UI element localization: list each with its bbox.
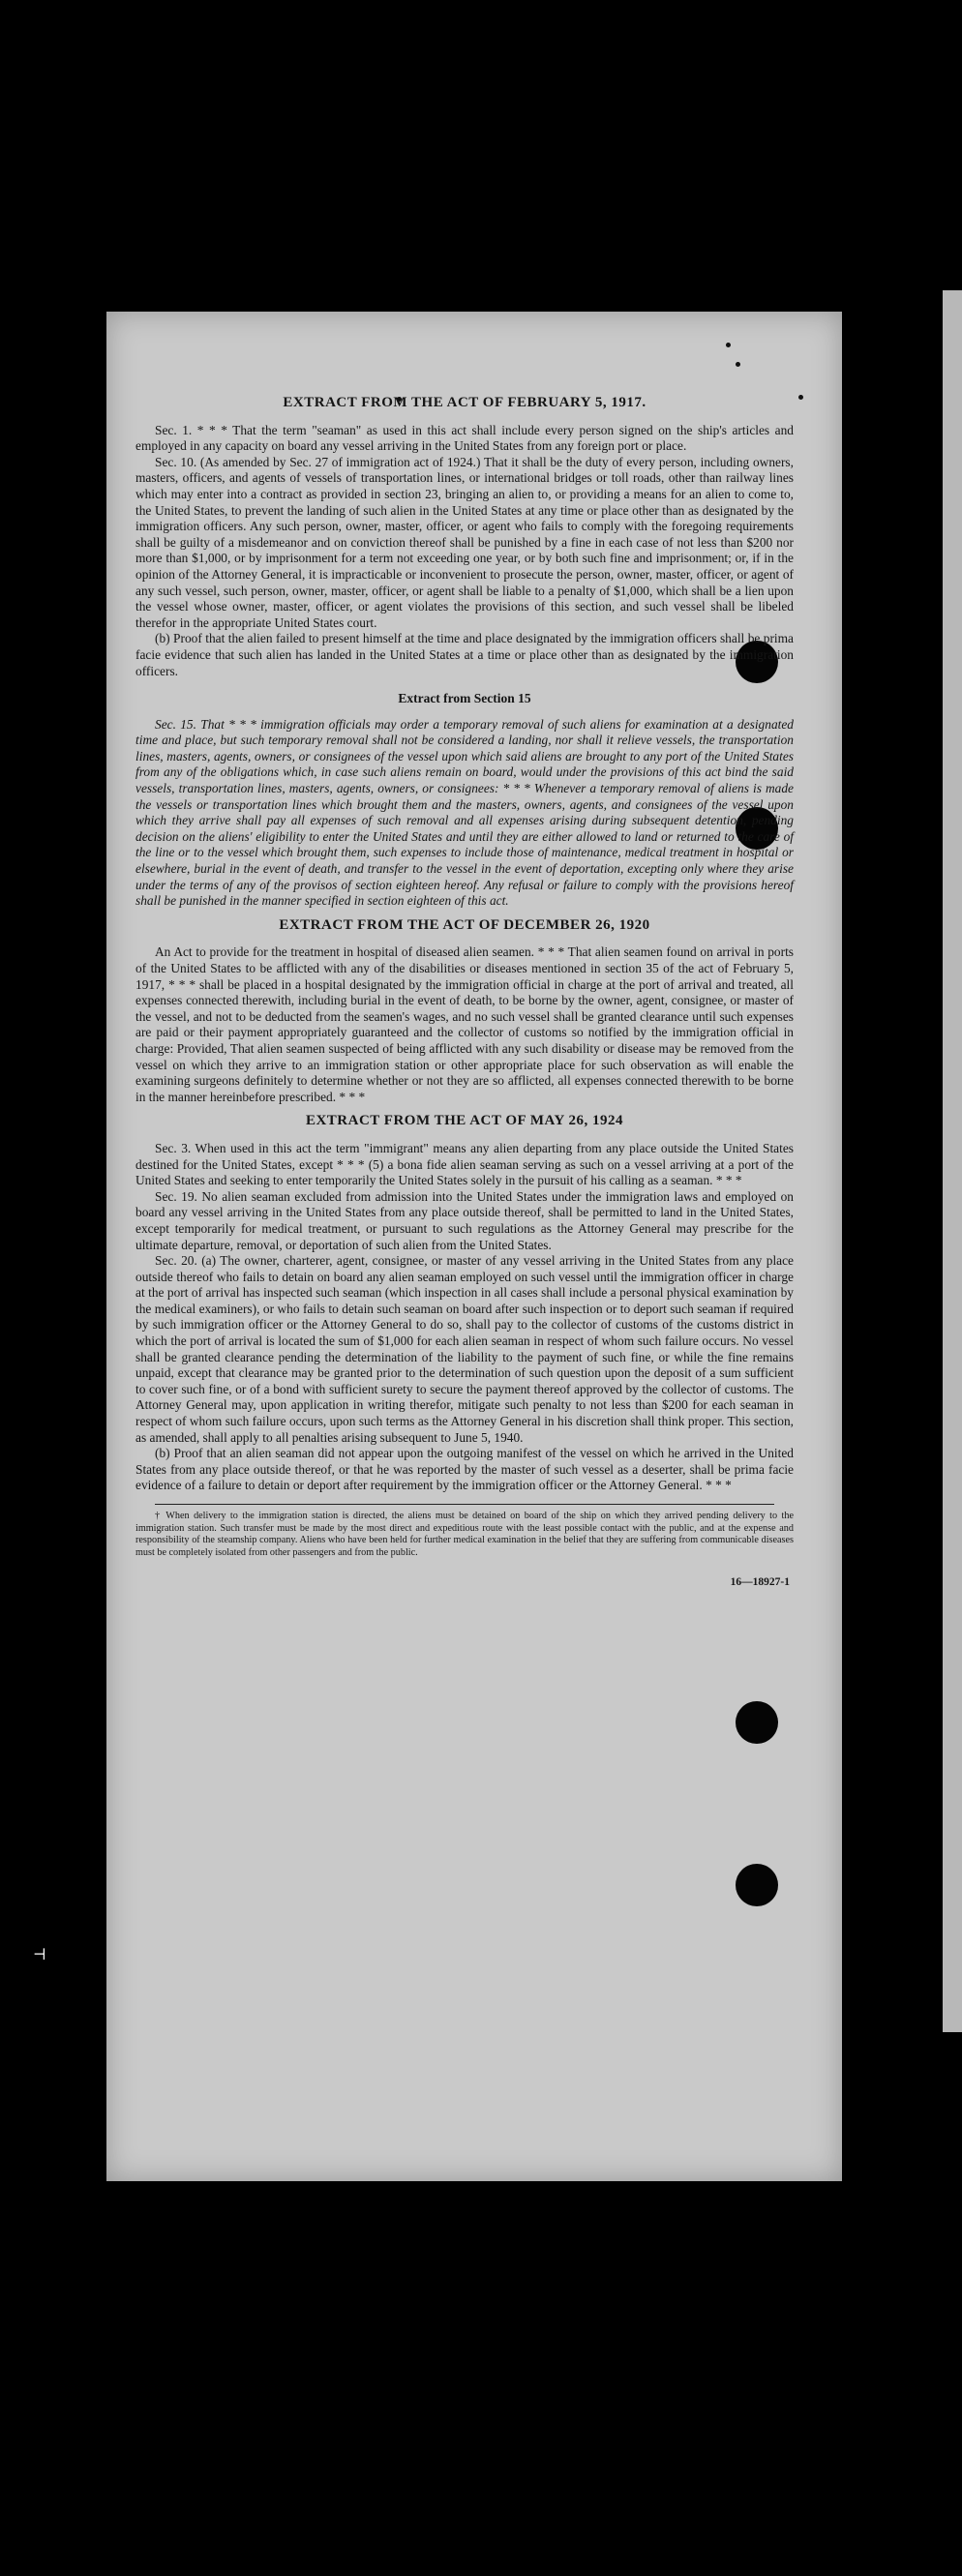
paragraph: Sec. 19. No alien seaman excluded from admission into the United States under the immigration laws and employed on board any vessel arriving in the United States from any place outside thereof, shall be permitted to land in the United States, except temporarily for medical treatment, or pursuant to such regulations as the Attorney General may prescribe for the ultimate departure, removal, or deportation of such alien from the United States.	[135, 1188, 794, 1252]
paragraph: Sec. 15. That * * * immigration officials may order a temporary removal of such aliens for examination at a designated time and place, but such temporary removal shall not be considered a landing, nor shall it relieve vessels, the transportation lines, masters, agents, owners, or consignees of the vessel upon which said aliens are brought to any port of the United States from any of the obligations which, in case such aliens remain on board, would under the provisions of this act bind the said vessels, transportation lines, masters, agents, owners, or consignees: * * * Whenever a temporary removal of aliens is made the vessels or transportation lines which brought them and the masters, owners, agents, and consignees of the vessel upon which they arrive shall pay all expenses of such removal and all expenses arising during subsequent detention, pending decision on the aliens' eligibility to enter the United States and until they are either allowed to land or returned to the care of the line or to the vessel which brought them, such expenses to include those of maintenance, medical treatment in hospital or elsewhere, burial in the event of death, and transfer to the vessel in the event of deportation, excepting only where they arise under the terms of any of the provisos of section eighteen hereof. Any refusal or failure to comply with the provisions hereof shall be punished in the manner specified in section eighteen of this act.	[135, 716, 794, 909]
section-heading: EXTRACT FROM THE ACT OF DECEMBER 26, 1920	[279, 916, 650, 933]
margin-mark: ⊣	[33, 1945, 46, 1963]
punch-hole	[736, 1864, 778, 1906]
paragraph: (b) Proof that the alien failed to present himself at the time and place designated by the immigration officers shall be prima facie evidence that such alien has landed in the United States at a time or place other than as designated by the immigration officers.	[135, 631, 794, 678]
paragraph: Sec. 3. When used in this act the term "immigrant" means any alien departing from any place outside the United States destined for the United States, except * * * (5) a bona fide alien seaman serving as such on a vessel arriving at a port of the United States and seeking to enter temporarily the United States solely in the pursuit of his calling as a seaman. * * *	[135, 1140, 794, 1188]
paragraph: An Act to provide for the treatment in hospital of diseased alien seamen. * * * That alien seamen found on arrival in ports of the United States to be afflicted with any of the disabilities or diseases mentioned in section 35 of the act of February 5, 1917, * * * shall be placed in a hospital designated by the immigration official in charge at the port of arrival and treated, all expenses connected therewith, including burial in the event of death, to be borne by the owner, agent, consignee, or master of the vessel, and not to be deducted from the seamen's wages, and no such vessel shall be granted clearance until such expenses are paid or their payment appropriately guaranteed and the collector of customs so notified by the immigration official in charge: Provided, That alien seamen suspected of being afflicted with any such disability or disease may be removed from the vessel on which they arrive to an immigration station or other appropriate place for such observation as will enable the examining surgeons definitely to determine whether or not they are so afflicted, all expenses connected therewith to be borne in the manner hereinbefore prescribed. * * *	[135, 944, 794, 1104]
speck-mark	[736, 362, 740, 367]
section-heading: EXTRACT FROM THE ACT OF FEBRUARY 5, 1917.	[283, 395, 646, 410]
footnote: † When delivery to the immigration station is directed, the aliens must be detained on board of the ship on which they arrived pending delivery to the immigration station. Such transfer must be made by the most direct and expeditious route with the least possible contact with the public, and at the expense and responsibility of the steamship company. Aliens who have been held for further medical examination in the belief that they are suffering from communicable diseases must be completely isolated from other passengers and from the public.	[135, 1511, 794, 1558]
speck-mark	[726, 343, 731, 347]
form-number: 16—18927-1	[730, 1576, 790, 1588]
footnote-divider	[155, 1504, 774, 1505]
paragraph: Sec. 10. (As amended by Sec. 27 of immigration act of 1924.) That it shall be the duty of every person, including owners, masters, officers, and agents of vessels of transportation lines, or international bridges or toll roads, other than railway lines which may enter into a contract as provided in section 23, bringing an alien to, or providing a means for an alien to come to, the United States, to prevent the landing of such alien in the United States at any time or place other than as designated by the immigration officers. Any such person, owner, master, officer, or agent who fails to comply with the foregoing requirements shall be guilty of a misdemeanor and on conviction thereof shall be punished by a fine in each case of not less than $200 nor more than $1,000, or by imprisonment for a term not exceeding one year, or by both such fine and imprisonment; or, if in the opinion of the Attorney General, it is impracticable or inconvenient to prosecute the person, owner, master, officer, or agent of any such vessel, such person, owner, master, officer, or agent shall be liable to a penalty of $1,000, which shall be a lien upon the vessel whose owner, master, officer, or agent violates the provisions of this section, and such vessel shall be libeled therefor in the appropriate United States court.	[135, 454, 794, 630]
section-heading: EXTRACT FROM THE ACT OF MAY 26, 1924	[305, 1113, 624, 1129]
paragraph: Sec. 1. * * * That the term "seaman" as used in this act shall include every person signed on the ship's articles and employed in any capacity on board any vessel arriving in the United States from any foreign port or place.	[135, 422, 794, 454]
speck-mark	[798, 395, 803, 400]
punch-hole	[736, 1701, 778, 1744]
section-subheading: Extract from Section 15	[398, 691, 531, 706]
document-page	[106, 312, 842, 2181]
adjacent-page-edge	[943, 290, 962, 2032]
paragraph: (b) Proof that an alien seaman did not appear upon the outgoing manifest of the vessel on which he arrived in the United States from any place outside thereof, or that he was reported by the master of such vessel as a deserter, shall be prima facie evidence of a failure to detain or deport after requirement by the immigration officer or the Attorney General. * * *	[135, 1446, 794, 1493]
document-body	[135, 387, 794, 1591]
paragraph: Sec. 20. (a) The owner, charterer, agent, consignee, or master of any vessel arriving in the United States from any place outside thereof who fails to detain on board any alien seaman employed on such vessel until the immigration officer in charge at the port of arrival has inspected such seaman (which inspection in all cases shall include a personal physical examination by the medical examiners), or who fails to detain such seaman on board after such inspection or to deport such seaman if required by such immigration officer or the Attorney General to do so, shall pay to the collector of customs of the customs district in which the port of arrival is located the sum of $1,000 for each alien seaman in respect of whom such failure occurs. No vessel shall be granted clearance pending the determination of the liability to the payment of such fine, or while the fine remains unpaid, except that clearance may be granted prior to the determination of such question upon the deposit of a sum sufficient to cover such fine, or of a bond with sufficient surety to secure the payment thereof approved by the collector of customs. The Attorney General may, upon application in writing therefor, mitigate such penalty to not less than $200 for each seaman in respect of whom such failure occurs, upon such terms as the Attorney General in his discretion shall think proper. This section, as amended, shall apply to all penalties arising subsequent to June 5, 1940.	[135, 1253, 794, 1445]
